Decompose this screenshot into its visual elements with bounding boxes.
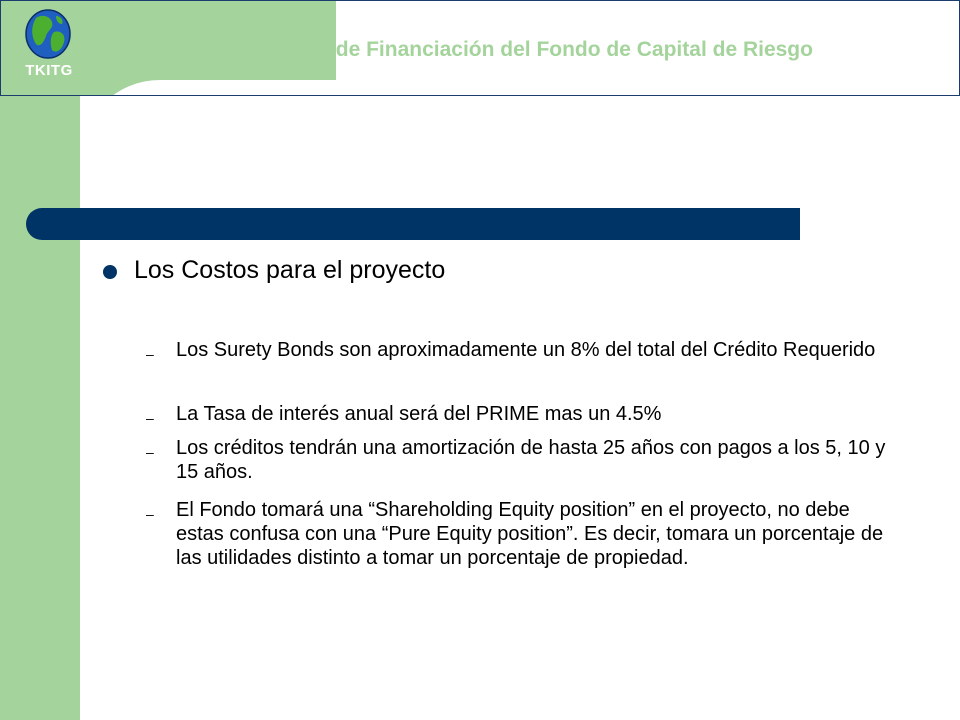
sub-bullet: Los créditos tendrán una amortización de hasta 25 años con pagos a los 5, 10 y 15 años. [176,437,886,483]
sub-bullet-dash: – [146,506,154,522]
sub-bullet-dash: – [146,346,154,362]
main-bullet: Los Costos para el proyecto [134,256,446,284]
page-title: Proceso de Financiación del Fondo de Capital de Riesgo [247,38,813,61]
sub-bullet-dash: – [146,444,154,460]
bullet-dot [103,265,117,279]
logo-text: TKITG [25,62,73,79]
sub-bullet: La Tasa de interés anual será del PRIME mas un 4.5% [176,403,662,425]
sub-bullet: Los Surety Bonds son aproximadamente un 8% del total del Crédito Requerido [176,339,876,361]
sub-bullet-dash: – [146,410,154,426]
sub-bullet: El Fondo tomará una “Shareholding Equity position” en el proyecto, no debe estas confusa con una “Pure Equity position”. Es decir, tomara un porcentaje de las utilidades distinto a tomar un porcentaje de propiedad. [176,499,884,569]
